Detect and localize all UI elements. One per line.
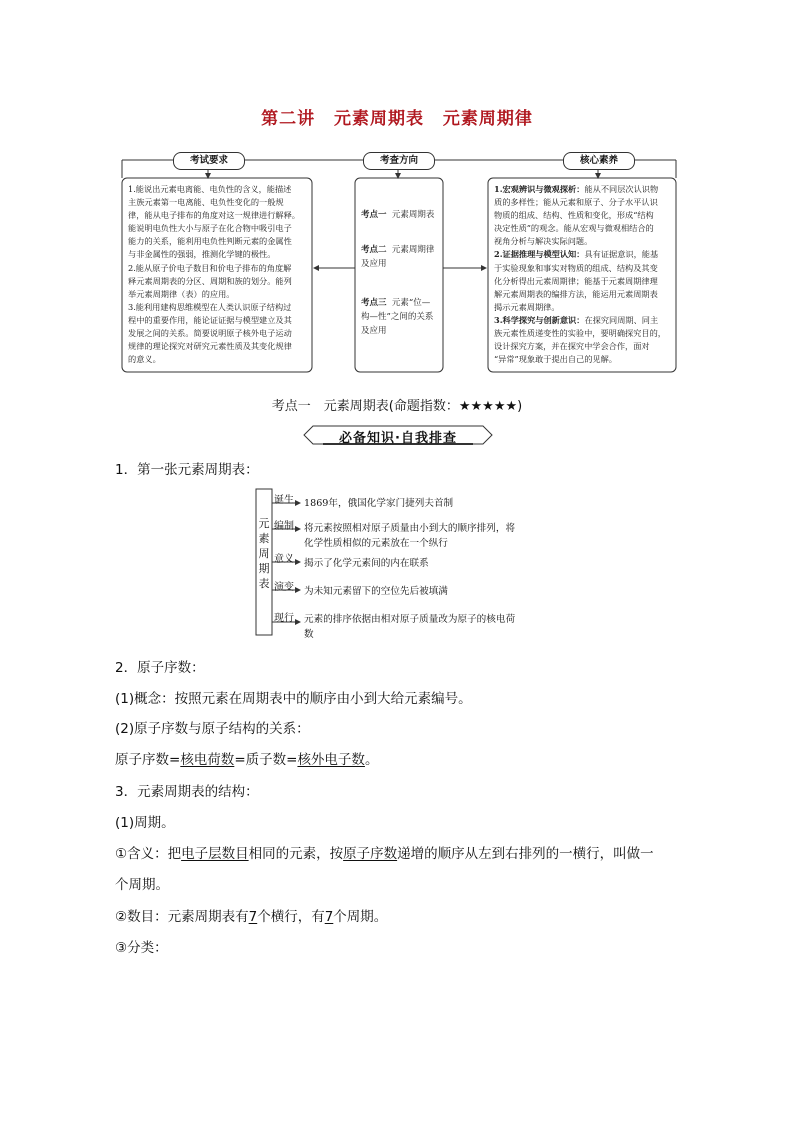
lit-line: 质的多样性；能从元素和原子、分子水平认识 [494,197,658,208]
branch-text-evolve: 为未知元素留下的空位先后被填满 [304,586,448,597]
lit-line: 1.宏观辨识与微观探析：能从不同层次认识物 [494,184,659,194]
kaodian-2-text: 元素周期律 [391,245,435,255]
q3-period: (1)周期。 [115,815,175,831]
kaodian-1-text: 元素周期表 [391,210,435,220]
tag-exam-requirement: 考试要求 [173,152,245,170]
q2-relation: (2)原子序数与原子结构的关系： [115,721,310,737]
q1-label: 1．第一张元素周期表： [115,462,259,478]
branch-label-current: 现行 [274,613,294,624]
tree-root: 元 素 周 期 表 [258,517,270,590]
lit-line: 于实验现象和事实对物质的组成、结构及其变 [494,262,658,273]
kaodian-3-tail: 及应用 [361,326,387,336]
branch-text-current: 元素的排序依据由相对原子质量改为原子的核电荷 数 [304,614,516,640]
kaodian-2-label: 考点二 [361,245,387,255]
q2-concept: (1)概念：按照元素在周期表中的顺序由小到大给元素编号。 [115,691,472,707]
q3-meaning-cont: 个周期。 [115,877,169,893]
q2-label: 2．原子序数： [115,660,205,676]
branch-label-meaning: 意义 [274,554,294,565]
kaodian-3-line2: 构—性”之间的关系 [361,312,434,322]
q2-equation: 原子序数=核电荷数=质子数=核外电子数。 [115,752,379,768]
lit-line: 化分析得出元素周期律；能基于元素周期律理 [494,275,658,286]
lit-line: 族元素性质递变性的实验中，要明确探究目的， [494,328,666,339]
answer-shell-count: 电子层数目 [181,846,249,862]
kaodian-2-tail: 及应用 [361,259,387,269]
lit-line: 3.科学探究与创新意识：在探究同周期、同主 [494,314,659,325]
q3-label: 3．元素周期表的结构： [115,784,259,800]
lit-line: 解元素周期表的编排方法，能运用元素周期表 [494,288,658,299]
lit-line: 视角分析与解决实际问题。 [494,236,593,247]
req-line: 规律的理论探究对研究元素性质及其变化规律 [128,341,292,352]
lit-line: 2.证据推理与模型认知：具有证据意识，能基 [494,249,659,260]
answer-electron-count: 核外电子数 [297,752,365,768]
q3-count: ②数目：元素周期表有7个横行，有7个周期。 [115,909,388,925]
req-line: 与非金属性的强弱，推测化学键的极性。 [128,249,276,260]
branch-label-birth: 诞生 [274,495,294,506]
req-line: 主族元素第一电离能、电负性变化的一般规 [128,197,284,208]
kaodian-1-label: 考点一 [361,210,387,220]
title-part-1: 第二讲 [261,109,316,129]
req-line: 2.能从原子价电子数目和价电子排布的角度解 [128,262,292,273]
lit-line: “异常”现象敢于提出自己的见解。 [494,354,617,365]
branch-label-evolve: 演变 [274,582,294,593]
kaodian-3-label: 考点三 [361,298,387,308]
req-line: 发展之间的关系。简要说明原子核外电子运动 [128,328,292,339]
req-line: 释元素周期表的分区、周期和族的划分。能列 [128,275,292,286]
answer-row-count: 7 [248,909,258,925]
req-line: 3.能利用建构思维模型在人类认识原子结构过 [128,301,292,312]
branch-text-meaning: 揭示了化学元素间的内在联系 [304,558,429,569]
branch-label-compile: 编制 [274,521,294,532]
req-line: 1.能说出元素电离能、电负性的含义，能描述 [128,184,292,194]
req-line: 能说明电负性大小与原子在化合物中吸引电子 [128,223,292,234]
req-line: 律，能从电子排布的角度对这一规律进行解释。 [128,210,300,221]
title-part-2: 元素周期表 [334,109,424,129]
branch-text-compile: 将元素按照相对原子质量由小到大的顺序排列，将 化学性质相似的元素放在一个纵行 [304,523,516,549]
section-heading: 考点一 元素周期表(命题指数：★★★★★) [271,399,523,414]
banner-text: 必备知识·自我排查 [339,431,457,446]
req-line: 程中的重要作用，能论证证据与模型建立及其 [128,314,292,325]
req-line: 能力的关系，能利用电负性判断元素的金属性 [128,236,292,247]
branch-text-birth: 1869年，俄国化学家门捷列夫首制 [304,498,454,509]
title-part-3: 元素周期律 [442,109,533,129]
req-line: 举元素周期律（表）的应用。 [128,288,235,299]
q3-meaning: ①含义：把电子层数目相同的元素，按原子序数递增的顺序从左到右排列的一横行，叫做一 [115,846,654,862]
lit-line: 设计探究方案，并在探究中学会合作，面对 [494,341,650,352]
answer-atomic-number: 原子序数 [343,846,398,862]
lit-line: 物质的组成、结构、性质和变化，形成“结构 [494,210,654,221]
kaodian-3-text: 元素“位— [391,298,431,308]
answer-period-count: 7 [324,909,334,925]
tag-exam-direction: 考查方向 [363,152,435,170]
lit-line: 揭示元素周期律。 [494,301,560,312]
lit-line: 决定性质”的观念。能从宏观与微观相结合的 [494,223,654,234]
answer-nuclear-charge: 核电荷数 [180,752,235,768]
q3-classify: ③分类： [115,940,168,956]
tag-core-literacy: 核心素养 [563,152,635,170]
req-line: 的意义。 [128,354,161,365]
